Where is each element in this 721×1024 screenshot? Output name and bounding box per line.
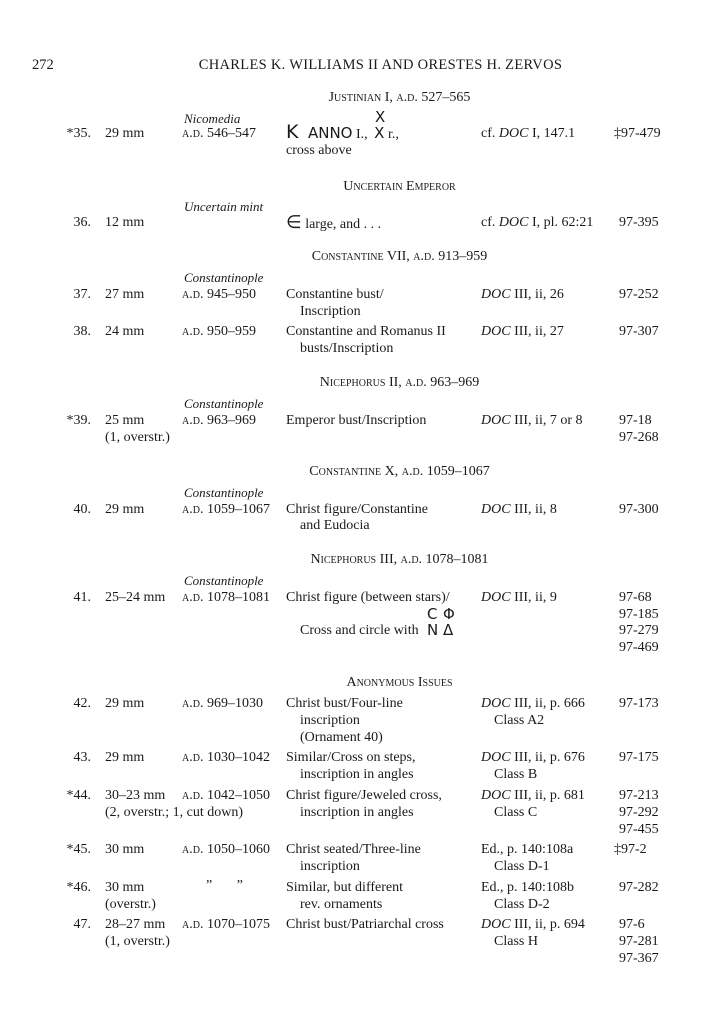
mint: Uncertain mint — [184, 199, 264, 214]
description-text: inscription — [300, 713, 360, 728]
reference: cf. DOC I, pl. 62:21 — [481, 215, 594, 230]
entry-number: 38. — [73, 324, 91, 339]
description-text: Similar, but different — [286, 880, 403, 895]
inventory-number: 97-292 — [619, 805, 659, 820]
date: a.d. 950–959 — [182, 324, 256, 339]
diameter: 29 mm — [105, 696, 145, 711]
description-text: Cross and circle with — [300, 623, 419, 638]
reference-class: Class B — [494, 767, 538, 782]
section-heading: Uncertain Emperor — [343, 179, 456, 194]
section-heading: Constantine VII, a.d. 913–959 — [311, 249, 488, 264]
date: a.d. 963–969 — [182, 413, 256, 428]
reference: DOC III, ii, 7 or 8 — [481, 413, 583, 428]
diameter-note: (1, overstr.) — [105, 430, 170, 445]
description-text: inscription in angles — [300, 767, 414, 782]
inventory-number: 97-469 — [619, 640, 659, 655]
diameter: 30–23 mm — [105, 788, 166, 803]
reference: Ed., p. 140:108b — [481, 880, 574, 895]
entry-number: *44. — [66, 788, 91, 803]
diameter-note: (overstr.) — [105, 897, 156, 912]
legend-letter: N — [427, 621, 439, 639]
entry-number: 42. — [73, 696, 91, 711]
diameter: 29 mm — [105, 750, 145, 765]
date: a.d. 1050–1060 — [182, 842, 270, 857]
date: a.d. 945–950 — [182, 287, 256, 302]
diameter: 29 mm — [105, 126, 145, 141]
epsilon-symbol: ∈ — [286, 212, 302, 233]
entry-number: 47. — [73, 917, 91, 932]
diameter: 12 mm — [105, 215, 145, 230]
reference: DOC III, ii, p. 681 — [481, 788, 585, 803]
description-text: Christ figure/Jeweled cross, — [286, 788, 442, 803]
diameter: 30 mm — [105, 842, 145, 857]
description-text: r., — [387, 127, 399, 142]
mint: Constantinople — [184, 485, 264, 500]
date: a.d. 1030–1042 — [182, 750, 270, 765]
description-text: I., — [355, 127, 368, 142]
reference: DOC III, ii, p. 676 — [481, 750, 585, 765]
entry-number: *35. — [66, 126, 91, 141]
diameter: 24 mm — [105, 324, 145, 339]
date: a.d. 1070–1075 — [182, 917, 270, 932]
diameter-note: (2, overstr.; 1, cut down) — [105, 805, 244, 820]
description-text: rev. ornaments — [300, 897, 383, 912]
inventory-number: 97-252 — [619, 287, 659, 302]
inventory-number: 97-300 — [619, 502, 659, 517]
description-text: Constantine bust/ — [286, 287, 384, 302]
entry-number: 40. — [73, 502, 91, 517]
inventory-number: 97-367 — [619, 951, 659, 966]
reference: DOC III, ii, 8 — [481, 502, 557, 517]
description-text: Constantine and Romanus II — [286, 324, 446, 339]
coin-description — [286, 121, 399, 143]
section-heading: Justinian I, a.d. 527–565 — [328, 90, 471, 105]
legend-letter: K — [286, 121, 299, 143]
entry-number: 41. — [73, 590, 91, 605]
legend-letter: Φ — [443, 605, 455, 623]
reference-class: Class D-2 — [494, 897, 550, 912]
inventory-number: 97-213 — [619, 788, 659, 803]
reference-class: Class H — [494, 934, 538, 949]
reference: cf. DOC I, 147.1 — [481, 126, 576, 141]
description-text: Similar/Cross on steps, — [286, 750, 416, 765]
reference: DOC III, ii, p. 694 — [481, 917, 585, 932]
diameter: 30 mm — [105, 880, 145, 895]
mint: Nicomedia — [184, 111, 241, 126]
inventory-number: 97-282 — [619, 880, 659, 895]
description-text: large, and . . . — [305, 217, 382, 232]
inventory-number: 97-281 — [619, 934, 659, 949]
description-text: inscription in angles — [300, 805, 414, 820]
inventory-number: 97-6 — [619, 917, 645, 932]
reference-class: Class C — [494, 805, 538, 820]
mint: Constantinople — [184, 270, 264, 285]
diameter: 27 mm — [105, 287, 145, 302]
inventory-number: ‡97-2 — [614, 842, 647, 857]
reference: DOC III, ii, p. 666 — [481, 696, 585, 711]
legend-letter: ANNO — [307, 124, 353, 142]
legend-letter: C — [427, 605, 438, 623]
diameter: 25–24 mm — [105, 590, 166, 605]
reference: DOC III, ii, 27 — [481, 324, 564, 339]
date: a.d. 546–547 — [182, 126, 256, 141]
inventory-number: 97-173 — [619, 696, 659, 711]
entry-number: *39. — [66, 413, 91, 428]
inventory-number: 97-395 — [619, 215, 659, 230]
inventory-number: 97-307 — [619, 324, 659, 339]
legend-letter: X — [374, 124, 385, 142]
legend-letter: Δ — [443, 621, 454, 639]
description-text: inscription — [300, 859, 360, 874]
running-head: CHARLES K. WILLIAMS II AND ORESTES H. ZERVOS — [198, 57, 563, 73]
description-text: Inscription — [300, 304, 361, 319]
diameter-note: (1, overstr.) — [105, 934, 170, 949]
date: a.d. 1078–1081 — [182, 590, 270, 605]
inventory-number: 97-68 — [619, 590, 652, 605]
description-text: Christ figure/Constantine — [286, 502, 428, 517]
inventory-number: 97-279 — [619, 623, 659, 638]
inventory-number: ‡97-479 — [614, 126, 661, 141]
page-number: 272 — [32, 57, 54, 73]
entry-number: 37. — [73, 287, 91, 302]
entry-number: 43. — [73, 750, 91, 765]
reference: DOC III, ii, 9 — [481, 590, 557, 605]
description-text: Christ bust/Patriarchal cross — [286, 917, 444, 932]
description-text: Christ bust/Four-line — [286, 696, 403, 711]
section-heading: Anonymous Issues — [346, 675, 453, 690]
description-text: Christ figure (between stars)/ — [286, 590, 450, 605]
reference-class: Class A2 — [494, 713, 545, 728]
section-heading: Nicephorus II, a.d. 963–969 — [319, 375, 480, 390]
section-heading: Constantine X, a.d. 1059–1067 — [309, 464, 490, 479]
inventory-number: 97-455 — [619, 822, 659, 837]
section-heading: Nicephorus III, a.d. 1078–1081 — [310, 552, 489, 567]
inventory-number: 97-185 — [619, 607, 659, 622]
reference: DOC III, ii, 26 — [481, 287, 564, 302]
description-text: Christ seated/Three-line — [286, 842, 421, 857]
legend-letter: X — [375, 108, 386, 126]
inventory-number: 97-18 — [619, 413, 652, 428]
entry-number: *45. — [66, 842, 91, 857]
mint: Constantinople — [184, 573, 264, 588]
date: a.d. 969–1030 — [182, 696, 263, 711]
description-text: cross above — [286, 143, 352, 158]
description-text: Emperor bust/Inscription — [286, 413, 427, 428]
diameter: 28–27 mm — [105, 917, 166, 932]
ditto-marks: ” ” — [206, 878, 243, 893]
diameter: 29 mm — [105, 502, 145, 517]
mint: Constantinople — [184, 396, 264, 411]
coin-description — [286, 212, 381, 233]
entry-number: *46. — [66, 880, 91, 895]
reference: Ed., p. 140:108a — [481, 842, 574, 857]
description-text: and Eudocia — [300, 518, 370, 533]
date: a.d. 1042–1050 — [182, 788, 270, 803]
description-text: busts/Inscription — [300, 341, 394, 356]
reference-class: Class D-1 — [494, 859, 550, 874]
entry-number: 36. — [73, 215, 91, 230]
inventory-number: 97-268 — [619, 430, 659, 445]
date: a.d. 1059–1067 — [182, 502, 270, 517]
diameter: 25 mm — [105, 413, 145, 428]
inventory-number: 97-175 — [619, 750, 659, 765]
description-text: (Ornament 40) — [300, 730, 383, 745]
